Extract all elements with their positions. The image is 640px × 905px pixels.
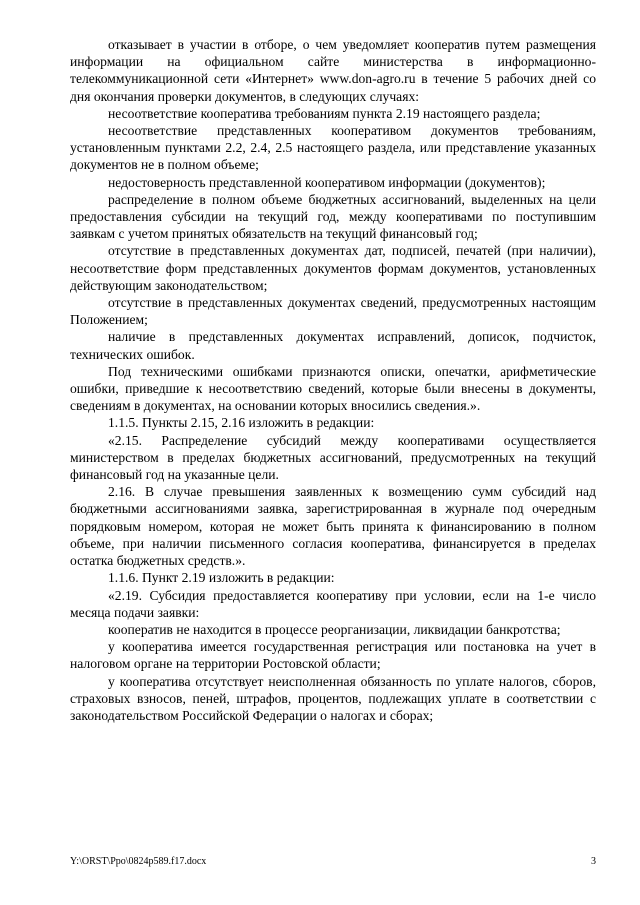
paragraph-clause-2-19: «2.19. Субсидия предоставляется кооперативу при условии, если на 1-е число месяца подачи заявки: (70, 587, 596, 620)
paragraph-item-1-1-5: 1.1.5. Пункты 2.15, 2.16 изложить в редакции: (108, 415, 375, 431)
paragraph-technical-errors: Под техническими ошибками признаются описки, опечатки, арифметические ошибки, приведшие к несоответствию сведений, которые были внесены в документы, сведениям в документах, на основании которых вносились сведения.». (70, 363, 596, 414)
paragraph-reason-1: несоответствие кооператива требованиям пункта 2.19 настоящего раздела; (108, 105, 541, 121)
page-number: 3 (591, 856, 596, 867)
paragraph-reason-2: несоответствие представленных кооперативом документов требованиям, установленным пунктами 2.2, 2.4, 2.5 настоящего раздела, или представление указанных документов не в полном объеме; (70, 123, 596, 173)
paragraph-reason-4: распределение в полном объеме бюджетных ассигнований, выделенных на цели предоставления субсидии на текущий год, между кооперативами по поступившим заявкам с учетом принятых обязательств на текущий финансовый год; (70, 191, 596, 242)
paragraph-item-1-1-6: 1.1.6. Пункт 2.19 изложить в редакции: (108, 570, 335, 586)
paragraph-condition-1: кооператив не находится в процессе реорганизации, ликвидации банкротства; (108, 621, 561, 637)
paragraph-reason-5: отсутствие в представленных документах дат, подписей, печатей (при наличии), несоответствие форм представленных документов формам документов, установленных действующим законодательством; (70, 243, 596, 293)
document-body (70, 36, 596, 724)
paragraph-reason-3: недостоверность представленной кооперативом информации (документов); (108, 174, 546, 190)
paragraph-clause-2-16: 2.16. В случае превышения заявленных к возмещению сумм субсидий над бюджетными ассигнованиями заявка, зарегистрированная в журнале под очередным порядковым номером, которая не может быть принята к финансированию в полном объеме, при наличии письменного согласия кооператива, финансируется в пределах остатка бюджетных средств.». (70, 484, 596, 569)
paragraph-condition-2: у кооператива имеется государственная регистрация или постановка на учет в налоговом органе на территории Ростовской области; (70, 639, 596, 672)
paragraph-condition-3: у кооператива отсутствует неисполненная обязанность по уплате налогов, сборов, страховых взносов, пеней, штрафов, процентов, подлежащих уплате в соответствии с законодательством Российской Федерации о налогах и сборах; (70, 673, 596, 723)
file-path: Y:\ORST\Ppo\0824p589.f17.docx (70, 856, 207, 867)
paragraph-reason-7: наличие в представленных документах исправлений, дописок, подчисток, технических ошибок. (70, 329, 596, 362)
paragraph-clause-2-15: «2.15. Распределение субсидий между кооперативами осуществляется министерством в пределах бюджетных ассигнований, предусмотренных на текущий финансовый год на указанные цели. (70, 432, 596, 483)
paragraph-refusal-intro: отказывает в участии в отборе, о чем уведомляет кооператив путем размещения информации на официальном сайте министерства в информационно-телекоммуникационной сети «Интернет» www.don-agro.ru в течение 5 рабочих дней со дня окончания проверки документов, в следующих случаях: (70, 37, 596, 104)
paragraph-reason-6: отсутствие в представленных документах сведений, предусмотренных настоящим Положением; (70, 295, 596, 328)
